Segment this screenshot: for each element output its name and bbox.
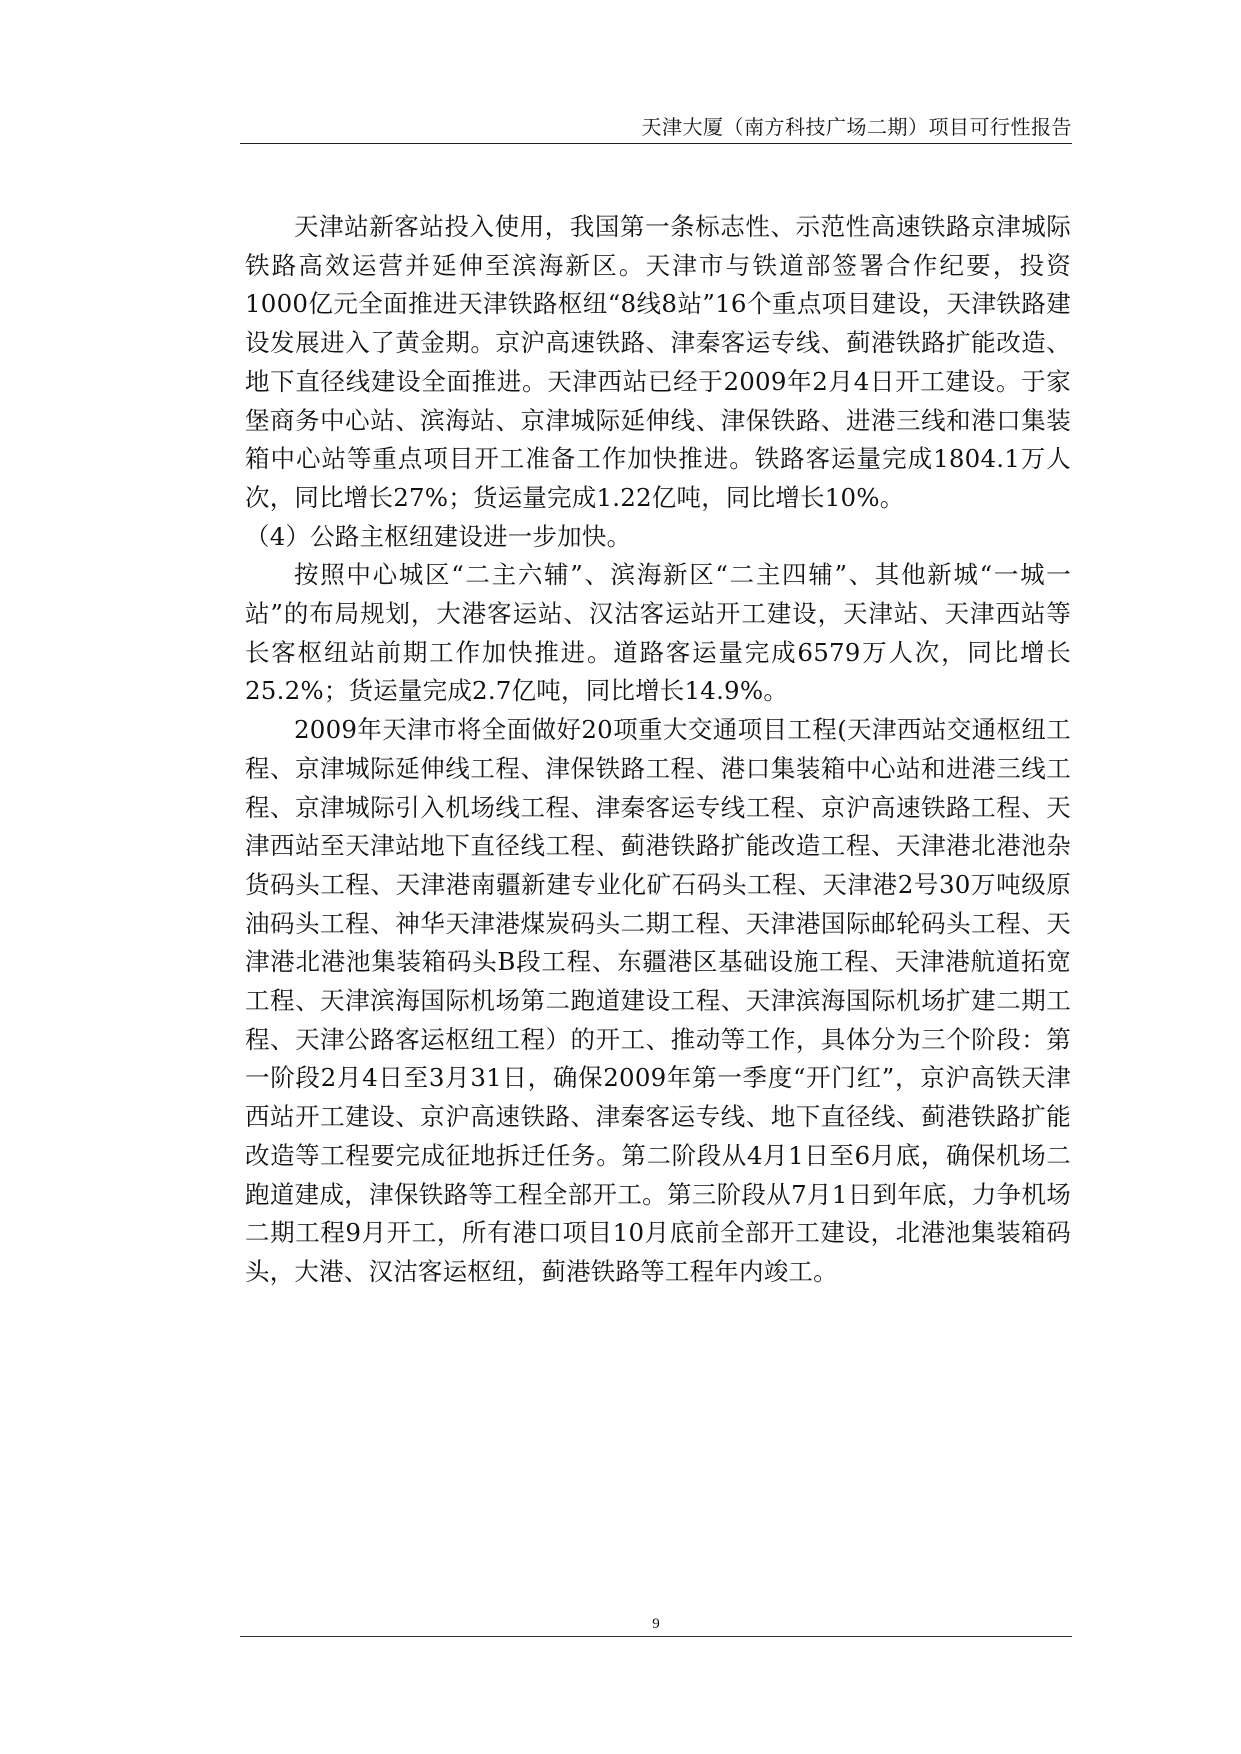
page-number: 9 [652,1616,660,1632]
footer-divider [240,1636,1072,1637]
header-divider [240,143,1072,144]
paragraph-railway: 天津站新客站投入使用，我国第一条标志性、示范性高速铁路京津城际铁路高效运营并延伸至滨海新区。天津市与铁道部签署合作纪要，投资1000亿元全面推进天津铁路枢纽“8线8站”16个重点项目建设，天津铁路建设发展进入了黄金期。京沪高速铁路、津秦客运专线、蓟港铁路扩能改造、地下直径线建设全面推进。天津西站已经于2009年2月4日开工建设。于家堡商务中心站、滨海站、京津城际延伸线、津保铁路、进港三线和港口集装箱中心站等重点项目开工准备工作加快推进。铁路客运量完成1804.1万人次，同比增长27%；货运量完成1.22亿吨，同比增长10%。 [245,212,1071,512]
document-body [245,208,1071,1292]
section-heading-highway: （4）公路主枢纽建设进一步加快。 [245,521,632,551]
paragraph-2009-projects: 2009年天津市将全面做好20项重大交通项目工程(天津西站交通枢纽工程、京津城际延伸线工程、津保铁路工程、港口集装箱中心站和进港三线工程、京津城际引入机场线工程、津秦客运专线工程、京沪高速铁路工程、天津西站至天津站地下直径线工程、蓟港铁路扩能改造工程、天津港北港池杂货码头工程、天津港南疆新建专业化矿石码头工程、天津港2号30万吨级原油码头工程、神华天津港煤炭码头二期工程、天津港国际邮轮码头工程、天津港北港池集装箱码头B段工程、东疆港区基础设施工程、天津港航道拓宽工程、天津滨海国际机场第二跑道建设工程、天津滨海国际机场扩建二期工程、天津公路客运枢纽工程）的开工、推动等工作，具体分为三个阶段：第一阶段2月4日至3月31日，确保2009年第一季度“开门红”，京沪高铁天津西站开工建设、京沪高速铁路、津秦客运专线、地下直径线、蓟港铁路扩能改造等工程要完成征地拆迁任务。第二阶段从4月1日至6月底，确保机场二跑道建成，津保铁路等工程全部开工。第三阶段从7月1日到年底，力争机场二期工程9月开工，所有港口项目10月底前全部开工建设，北港池集装箱码头，大港、汉沽客运枢纽，蓟港铁路等工程年内竣工。 [245,715,1071,1286]
paragraph-highway: 按照中心城区“二主六辅”、滨海新区“二主四辅”、其他新城“一城一站”的布局规划，大港客运站、汉沽客运站开工建设，天津站、天津西站等长客枢纽站前期工作加快推进。道路客运量完成6579万人次，同比增长25.2%；货运量完成2.7亿吨，同比增长14.9%。 [245,560,1071,706]
page-header-title: 天津大厦（南方科技广场二期）项目可行性报告 [641,115,1072,139]
